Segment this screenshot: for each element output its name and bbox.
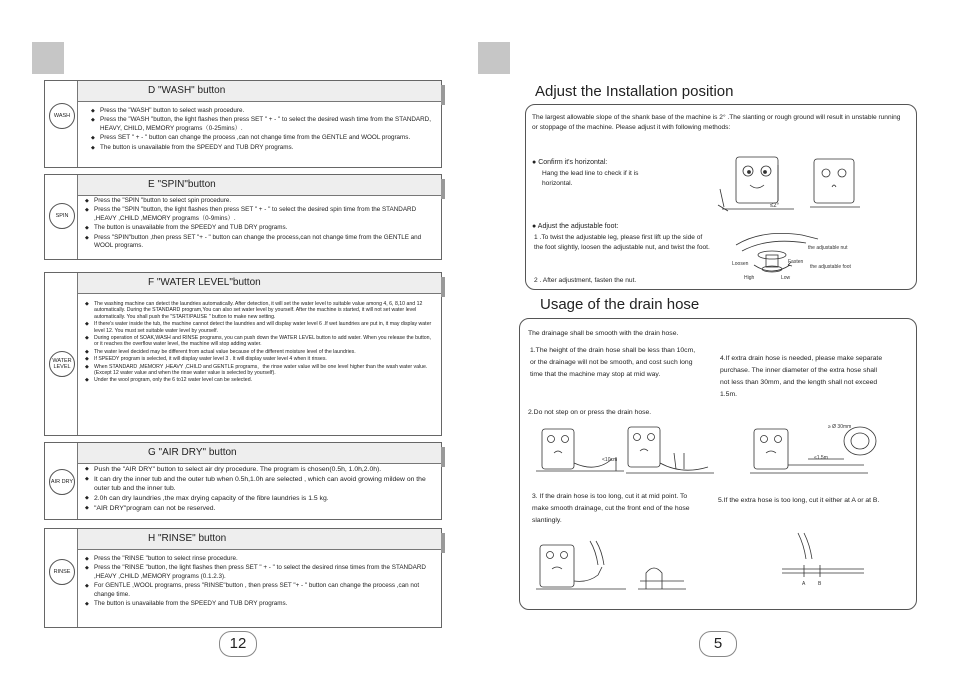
cut-point-a-label: A — [802, 581, 806, 587]
list-item: ◆ If SPEEDY program is selected, it will display water level 3 . It will display water level 4 when it rinses. — [85, 356, 435, 362]
drain-step3: 3. If the drain hose is too long, cut it at mid point. To make smooth drainage, cut the front end of the hose slantingly. — [532, 493, 690, 524]
list-item: ◆ 2.0h can dry laundries ,the max drying capacity of the fibre laundries is 1.5 kg. — [85, 494, 435, 503]
install-box — [525, 104, 917, 290]
right-page-number: 5 — [699, 631, 737, 657]
list-item: ◆ For GENTLE ,WOOL programs, press "RINSE"button , then press SET "+ - " button can change the process ,can not change time. — [85, 582, 435, 599]
rinse-section-header: H "RINSE" button — [78, 529, 441, 550]
water-level-button-icon: WATER LEVEL — [49, 351, 75, 377]
list-item: ◆ "AIR DRY"program can not be reserved. — [85, 504, 435, 513]
air-dry-button-icon: AIR DRY — [49, 469, 75, 495]
list-item: ◆ During operation of SOAK,WASH and RINSE programs, you can push down the WATER LEVEL button to add water. When you release the button, or it reaches the overflow water level, the machine will stop adding water. — [85, 335, 435, 348]
list-item: ◆ The button is unavailable from the SPEEDY and TUB DRY programs. — [85, 224, 435, 232]
cut-point-b-label: B — [818, 581, 822, 587]
list-item: ◆ The water level decided may be different from actual value because of the different moisture level of the laundries. — [85, 349, 435, 355]
list-item: ◆ Press "SPIN"button ,then press SET "+ - " button can change the process,can not change time from the GENTLE and WOOL programs. — [85, 234, 435, 251]
water-level-bullets — [85, 301, 435, 385]
high-label: High — [744, 275, 755, 281]
right-page-tab — [478, 42, 510, 74]
confirm-bullet: ● Confirm it's horizontal: — [532, 159, 608, 166]
cut-hose-illustration — [536, 537, 716, 595]
loosen-label: Loosen — [732, 261, 749, 267]
length-1-5m-label: ≤1.5m — [814, 455, 828, 461]
air-dry-section — [44, 442, 442, 520]
wash-bullets — [91, 107, 435, 153]
height-10cm-label: <10cm — [602, 457, 618, 463]
list-item: ◆ Press the "SPIN "button to select spin procedure. — [85, 197, 435, 205]
list-item: ◆ Press the "WASH" button to select wash procedure. — [91, 107, 435, 115]
drain-box — [519, 318, 917, 610]
confirm-text: Hang the lead line to check if it is horizontal. — [542, 170, 639, 187]
list-item: ◆ Press the "RINSE "button to select rinse procedure. — [85, 555, 435, 563]
list-item: ◆ Press SET " + - " button can change the process ,can not change time from the GENTLE and WOOL programs. — [91, 134, 435, 142]
drain-intro: The drainage shall be smooth with the drain hose. — [528, 330, 679, 337]
list-item: ◆ The washing machine can detect the laundries automatically. After detection, it will set the water level to suitable value among 4, 6, 8,10 and 12 automatically. During the STANDARD program,You can also set water level by yourself. After the machine is started, it will not set water level automatically. You shall push the "START/PAUSE " button to make new setting. — [85, 301, 435, 320]
list-item: ◆ Press the "SPIN "button, the light flashes then press SET " + - " to select the desired spin time from the STANDARD ,HEAVY ,CHILD ,MEMORY programs（0-9mins）. — [85, 206, 435, 223]
list-item: ◆ When STANDARD ,MEMORY ,HEAVY ,CHILD and GENTLE programs，the rinse water value will be one level higher than the wash water value.(Except 12 water value and when the rinse water value is selected by yourself). — [85, 364, 435, 377]
rinse-section — [44, 528, 442, 628]
water-level-section — [44, 272, 442, 436]
spin-button-icon: SPIN — [49, 203, 75, 229]
drain-step2: 2.Do not step on or press the drain hose. — [528, 409, 652, 416]
adjustable-foot-illustration — [732, 225, 822, 281]
spin-bullets — [85, 197, 435, 251]
rinse-bullets — [85, 555, 435, 609]
wash-button-icon: WASH — [49, 103, 75, 129]
air-dry-section-header: G "AIR DRY" button — [78, 443, 441, 464]
rinse-button-icon: RINSE — [49, 559, 75, 585]
list-item: ◆ It can dry the inner tub and the outer tub when 0.5h,1.0h are selected , which can avoid growing mildew on the outer tub and the inner tub. — [85, 475, 435, 493]
water-level-section-header: F "WATER LEVEL"button — [78, 273, 441, 294]
drain-height-illustration — [536, 423, 716, 479]
adjustable-nut-label: the adjustable nut — [808, 245, 848, 251]
list-item: ◆ Press the "WASH "button, the light flashes then press SET " + - " to select the desired wash time from the STANDARD, HEAVY, CHILD, MEMORY programs（0-25mins）. — [91, 116, 435, 133]
left-page-number: 12 — [219, 631, 257, 657]
low-label: Low — [781, 275, 791, 281]
drain-step4: 4.If extra drain hose is needed, please make separate purchase. The inner diameter of the extra hose shall not less than 30mm, and the length shall not exceed 1.5m. — [720, 355, 883, 398]
adjust-bullet: ● Adjust the adjustable foot: — [532, 223, 619, 230]
diameter-30mm-label: ≥ Ø 30mm — [828, 424, 852, 430]
list-item: ◆ The button is unavailable from the SPEEDY and TUB DRY programs. — [91, 144, 435, 152]
level-check-illustration — [714, 149, 864, 217]
adjust-step1: 1 .To twist the adjustable leg, please first lift up the side of the foot slightly, loosen the adjustable nut, and twist the foot. — [534, 234, 710, 251]
spin-section-header: E "SPIN"button — [78, 175, 441, 196]
spin-section — [44, 174, 442, 260]
air-dry-bullets — [85, 465, 435, 514]
list-item: ◆ Push the "AIR DRY" button to select air dry procedure. The program is chosen(0.5h, 1.0h,2.0h). — [85, 465, 435, 474]
wash-section — [44, 80, 442, 168]
left-page-tab — [32, 42, 64, 74]
list-item: ◆ If there's water inside the tub, the machine cannot detect the laundries and will display water level 6 .If wet laundries are put in, it may display water level 12. You must set suitable water level by yourself. — [85, 321, 435, 334]
list-item: ◆ Under the wool program, only the 6 to12 water level can be selected. — [85, 377, 435, 383]
adjustable-foot-label: the adjustable foot — [810, 264, 851, 270]
list-item: ◆ Press the "RINSE "button, the light flashes then press SET " + - " to select the desired rinse times from the STANDARD ,HEAVY ,CHILD ,MEMORY programs (0.1.2.3). — [85, 564, 435, 581]
list-item: ◆ The button is unavailable from the SPEEDY and TUB DRY programs. — [85, 600, 435, 608]
install-intro: The largest allowable slope of the shank base of the machine is 2° .The slanting or rough ground will result in unstable running or stoppage of the machine. Please adjust it with following methods: — [532, 114, 901, 131]
wash-section-header: D "WASH" button — [78, 81, 441, 102]
drain-step5: 5.If the extra hose is too long, cut it either at A or at B. — [718, 497, 880, 504]
drain-title: Usage of the drain hose — [540, 296, 700, 313]
fasten-label: Fasten — [788, 259, 804, 265]
extra-hose-illustration — [748, 423, 898, 479]
cut-extra-hose-illustration — [772, 529, 872, 589]
angle-label: ≤2° — [770, 203, 780, 209]
drain-step1: 1.The height of the drain hose shall be less than 10cm, or the drainage will not be smooth, and cost such long time that the machine may stop at mid way. — [530, 347, 696, 378]
install-title: Adjust the Installation position — [535, 83, 734, 100]
adjust-step2: 2 . After adjustment, fasten the nut. — [534, 277, 637, 284]
